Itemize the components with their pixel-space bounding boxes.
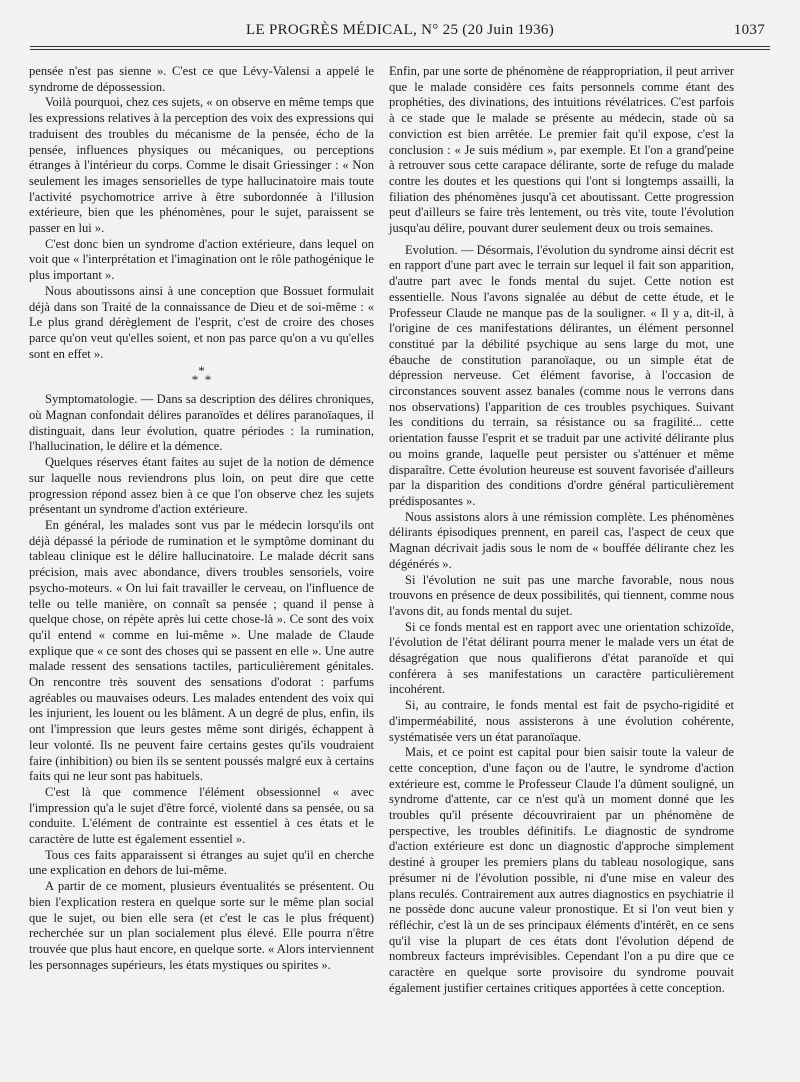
paragraph: C'est donc bien un syndrome d'action extérieure, dans lequel on voit que « l'interprétation et l'imagination ont le rôle pathogénique le plus important ».: [29, 236, 374, 283]
paragraph: C'est là que commence l'élément obsessionnel « avec l'impression qu'a le sujet d'être forcé, violenté dans sa pensée, ou sa conduite. L'élément de contrainte est essentiel à ces états et le caractère de lutte est également essentiel ».: [29, 784, 374, 847]
paragraph: Nous assistons alors à une rémission complète. Les phénomènes délirants épisodiques prennent, en pareil cas, l'aspect de ceux que Magnan décrivait jadis sous le nom de « bouffée délirante chez les dégénérés ».: [389, 509, 734, 571]
header-rule-double: [30, 49, 770, 50]
paragraph: Voilà pourquoi, chez ces sujets, « on observe en même temps que les expressions relatives à la perception des voix des expressions qui traduisent des troubles du mécanisme de la pensée, écho de la pensée, influences physiques ou mécaniques, ou perceptions étranges à l'intérieur du corps. Comme le disait Griessinger : « Non seulement les images sensorielles de type hallucinatoire mais toute l'activité psychomotrice arrive à être subordonnée à l'illusion extérieure, bien que les phénomènes, pour le sujet, paraissent se passer en lui ».: [29, 95, 374, 236]
paragraph: pensée n'est pas sienne ». C'est ce que Lévy-Valensi a appelé le syndrome de dépossession.: [29, 64, 374, 94]
running-header: [30, 22, 770, 42]
section-separator: * * *: [191, 363, 212, 388]
paragraph-symptomatologie: Symptomatologie. — Dans sa description des délires chroniques, où Magnan confondait délires paranoïdes et délires paranoïaques, il distinguait, dans leur évolution, quatre périodes : la rumination, l'hallucination, le délire et la démence.: [29, 392, 374, 454]
paragraph: En général, les malades sont vus par le médecin lorsqu'ils ont déjà dépassé la période de rumination et le symptôme dominant du tableau clinique est le délire hallucinatoire. Le malade décrit sans précision, mais avec abondance, divers troubles sensoriels, voire psycho-moteurs. « On lui fait travailler le cerveau, on l'influence de telle ou telle manière, on connaît sa pensée ; quand il pense à quelque chose, on répète après lui cette chose-là ». Ce sont des voix qu'il entend « comme en lui-même ». Une malade de Claude explique que « ce sont des choses qui se passent en elle ». Une autre malade ressent des sensations tactiles, particulièrement génitales. On rencontre très souvent des sensations d'odorat : parfums agréables ou mauvaises odeurs. Les malades entendent des voix qui les injurient, les louent ou les blâment. A un degré de plus, enfin, ils ont l'impression que leurs gestes même sont dirigés, échappent à leur volonté. Ils ne peuvent faire certains gestes qu'ils voudraient faire (inhibition) ou bien ils se sentent poussés malgré eux à certains faits qui ne leur sont pas habituels.: [29, 517, 374, 784]
right-column: [389, 64, 734, 996]
header-rule: [30, 46, 770, 47]
paragraph: Si l'évolution ne suit pas une marche favorable, nous nous trouvons en présence de deux possibilités, qui tiennent, comme nous l'avons dit, au fonds mental du sujet.: [389, 572, 734, 618]
paragraph: Si ce fonds mental est en rapport avec une orientation schizoïde, l'évolution de l'état délirant pourra mener le malade vers un état de désagrégation que nous qualifierons d'état paranoïde et qui conférera à ses manifestations un caractère particulièrement incohérent.: [389, 619, 734, 697]
paragraph-evolution: Evolution. — Désormais, l'évolution du syndrome ainsi décrit est en rapport d'une part avec le terrain sur lequel il fait son apparition, d'autre part avec le fonds mental du sujet. Cette notion est essentielle. Nous l'avons signalée au début de cette étude, et le Professeur Claude ne manque pas de la souligner. « Il y a, dit-il, à l'origine de ces manifestations délirantes, un élément personnel constitué par la débilité psychique au sens large du mot, une ébauche de constitution paranoïaque, ou un simple état de dépression nerveuse. Cet élément favorise, à l'occasion de circonstances souvent assez banales (comme nous le verrons dans nos observations) l'apparition de ces troubles psychiques. Suivant les conditions du terrain, sa résistance ou sa fragilité... cette orientation fausse l'esprit et se traduit par une activité délirante plus ou moins grande, laquelle peut persister ou s'atténuer et même disparaître. Cette évolution heureuse est souvent favorisée d'ailleurs par la disparition des conditions d'ordre général particulièrement prédisposantes ».: [389, 242, 734, 508]
journal-title: LE PROGRÈS MÉDICAL, N° 25 (20 Juin 1936): [245, 22, 554, 38]
left-column: [29, 64, 374, 973]
paragraph: Si, au contraire, le fonds mental est fait de psycho-rigidité et d'imperméabilité, nous assisterons à une évolution cohérente, systématisée vers un état paranoïaque.: [389, 698, 734, 744]
paragraph: Nous aboutissons ainsi à une conception que Bossuet formulait déjà dans son Traité de la connaissance de Dieu et de soi-même : « Le plus grand dérèglement de l'esprit, c'est de croire des choses parce qu'on veut qu'elles soient, et non pas parce qu'on a vu qu'elles sont en effet ».: [29, 283, 374, 361]
paragraph: A partir de ce moment, plusieurs éventualités se présentent. Ou bien l'explication restera en quelque sorte sur le même plan social que le sujet, ou bien elle sera (et c'est le cas le plus fréquent) recherchée sur un plan socialement plus élevé. Elle pourra n'être trouvée que plus haut encore, en quelque sorte. « Alors interviennent les personnages supérieurs, les états mystiques ou spirites ».: [29, 879, 374, 972]
paragraph: Mais, et ce point est capital pour bien saisir toute la valeur de cette conception, d'une façon ou de l'autre, le syndrome d'action extérieure est, comme le Professeur Claude l'a dûment souligné, un syndrome d'attente, car ce n'est qu'à un moment donné que les troubles qu'il présente découvriraient par un phénomène de perspective, les troubles définitifs. Le diagnostic de syndrome d'action extérieure est donc un diagnostic d'approche simplement destiné à grouper les premiers plans du tableau nosologique, sans présumer ni de l'évolution possible, ni d'une mise en valeur des plans reculés. Contrairement aux autres diagnostics en psychiatrie il ne possède donc aucune valeur pronostique. Et si l'on veut bien y réfléchir, c'est là un de ses principaux éléments d'intérêt, en ce sens qu'il vise la plupart de ces états dont l'évolution dépend de nombreux facteurs imprévisibles. Cependant l'on a pu dire que ce caractère en quelque sorte provisoire du syndrome pouvait également justifier certaines critiques apportées à cette conception.: [389, 745, 734, 995]
paragraph: Enfin, par une sorte de phénomène de réappropriation, il peut arriver que le malade considère ces faits personnels comme étant des prophéties, des divinations, des intuitions révélatrices. C'est parfois à ce stade que le malade se présente au médecin, stade où sa conviction est bien arrêtée. Le premier fait qu'il expose, c'est la conclusion : « Je suis médium », par exemple. Et l'on a grand'peine à retrouver sous cette carapace délirante, sorte de refuge du malade contre les doutes et les questions qui l'ont si longtemps assailli, la filiation des phénomènes jusqu'à cet aboutissant. Cette progression peut d'ailleurs se faire très lentement, ou très vite, toute l'évolution jusqu'au délire, pouvant durer seulement deux ou trois semaines.: [389, 64, 734, 236]
page-number: 1037: [733, 22, 765, 38]
paragraph: Tous ces faits apparaissent si étranges au sujet qu'il en cherche une explication en dehors de lui-même.: [29, 847, 374, 878]
paragraph: Quelques réserves étant faites au sujet de la notion de démence sur laquelle nous reviendrons plus loin, on peut dire que cette progression répond assez bien à ce que l'on observe chez les sujets présentant un syndrome d'action extérieure.: [29, 455, 374, 517]
